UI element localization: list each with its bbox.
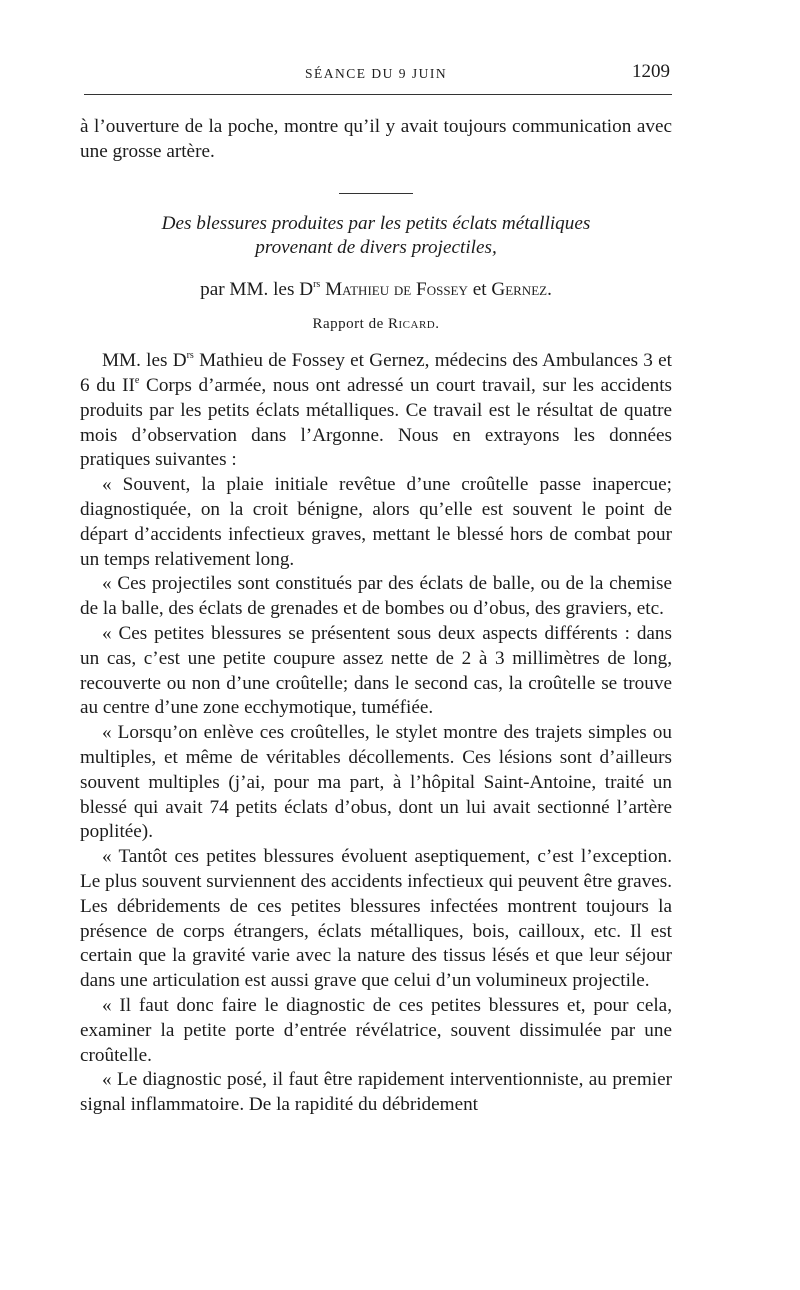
p1-b: Mathieu de Fossey et Gernez, médecins des Ambulances 3 et 6 du II (80, 350, 672, 396)
body-paragraph-1 (80, 349, 672, 473)
author-2: Gernez. (491, 279, 552, 301)
p1-sup-2: e (134, 374, 140, 386)
body-paragraph-2: « Souvent, la plaie initiale revêtue d’une croûtelle passe inapercue; diagnostiquée, on la croit bénigne, alors qu’elle est souvent le point de départ d’accidents infectieux graves, mettant le blessé hors de combat pour un temps relativement long. (80, 474, 672, 570)
body-paragraph-6: « Tantôt ces petites blessures évoluent aseptiquement, c’est l’exception. Le plus souvent surviennent des accidents infectieux qui peuvent être graves. Les débridements de ces petites blessures infectées montrent toujours la présence de corps étrangers, éclats métalliques, bois, cailloux, etc. Il est certain que la gravité varie avec la nature des tissus lésés et que leur séjour dans une articulation est aussi grave que celui d’un volumineux projectile. (80, 846, 672, 992)
article-title (80, 212, 672, 262)
page (80, 58, 672, 1118)
section-separator (339, 193, 413, 194)
body-paragraph-7: « Il faut donc faire le diagnostic de ces petites blessures et, pour cela, examiner la petite porte d’entrée révélatrice, souvent dissimulée par une croûtelle. (80, 994, 672, 1066)
body-paragraph-5: « Lorsqu’on enlève ces croûtelles, le stylet montre des trajets simples ou multiples, et même de véritables décollements. Ces lésions sont d’ailleurs souvent multiples (j’ai, pour ma part, à l’hôpital Saint-Antoine, traité un blessé qui avait 74 petits éclats d’obus, dont un lui avait sectionné l’artère poplitée). (80, 722, 672, 843)
body-paragraph-4: « Ces petites blessures se présentent sous deux aspects différents : dans un cas, c’est une petite coupure assez nette de 2 à 3 millimètres de long, recouverte ou non d’une croûtelle; dans le second cas, la croûtelle se trouve au centre d’une zone ecchymotique, tuméfiée. (80, 622, 672, 719)
rapport-prefix: Rapport de (312, 316, 388, 333)
article-title-line-1: Des blessures produites par les petits éclats métalliques (161, 212, 591, 234)
authors-superscript: rs (313, 279, 321, 291)
running-title: SÉANCE DU 9 JUIN (304, 66, 448, 81)
author-1: Mathieu de Fossey (325, 279, 468, 301)
body-paragraph-8: « Le diagnostic posé, il faut être rapidement interventionniste, au premier signal inflammatoire. De la rapidité du débridement (80, 1069, 672, 1116)
body-paragraph-3: « Ces projectiles sont constitués par des éclats de balle, ou de la chemise de la balle, des éclats de grenades et de bombes ou d’obus, des graviers, etc. (80, 573, 672, 620)
article-body (80, 349, 672, 1118)
authors-conjunction: et (467, 279, 492, 301)
authors-prefix: par MM. les D (200, 279, 314, 301)
rapport-name: Ricard. (388, 316, 440, 333)
rapport-line (80, 316, 672, 333)
p1-sup-1: rs (186, 350, 194, 362)
page-number: 1209 (632, 61, 670, 82)
article-authors (80, 278, 672, 302)
continuation-paragraph: à l’ouverture de la poche, montre qu’il y avait toujours communication avec une grosse artère. (80, 116, 672, 162)
header-rule (84, 94, 672, 95)
page-header (80, 58, 672, 86)
p1-a: MM. les D (102, 350, 187, 372)
article-title-line-2: provenant de divers projectiles, (255, 237, 497, 259)
p1-c: Corps d’armée, nous ont adressé un court travail, sur les accidents produits par les petits éclats métalliques. Ce travail est le résultat de quatre mois d’observation dans l’Argonne. Nous en extrayons les données pratiques suivantes : (80, 374, 672, 471)
